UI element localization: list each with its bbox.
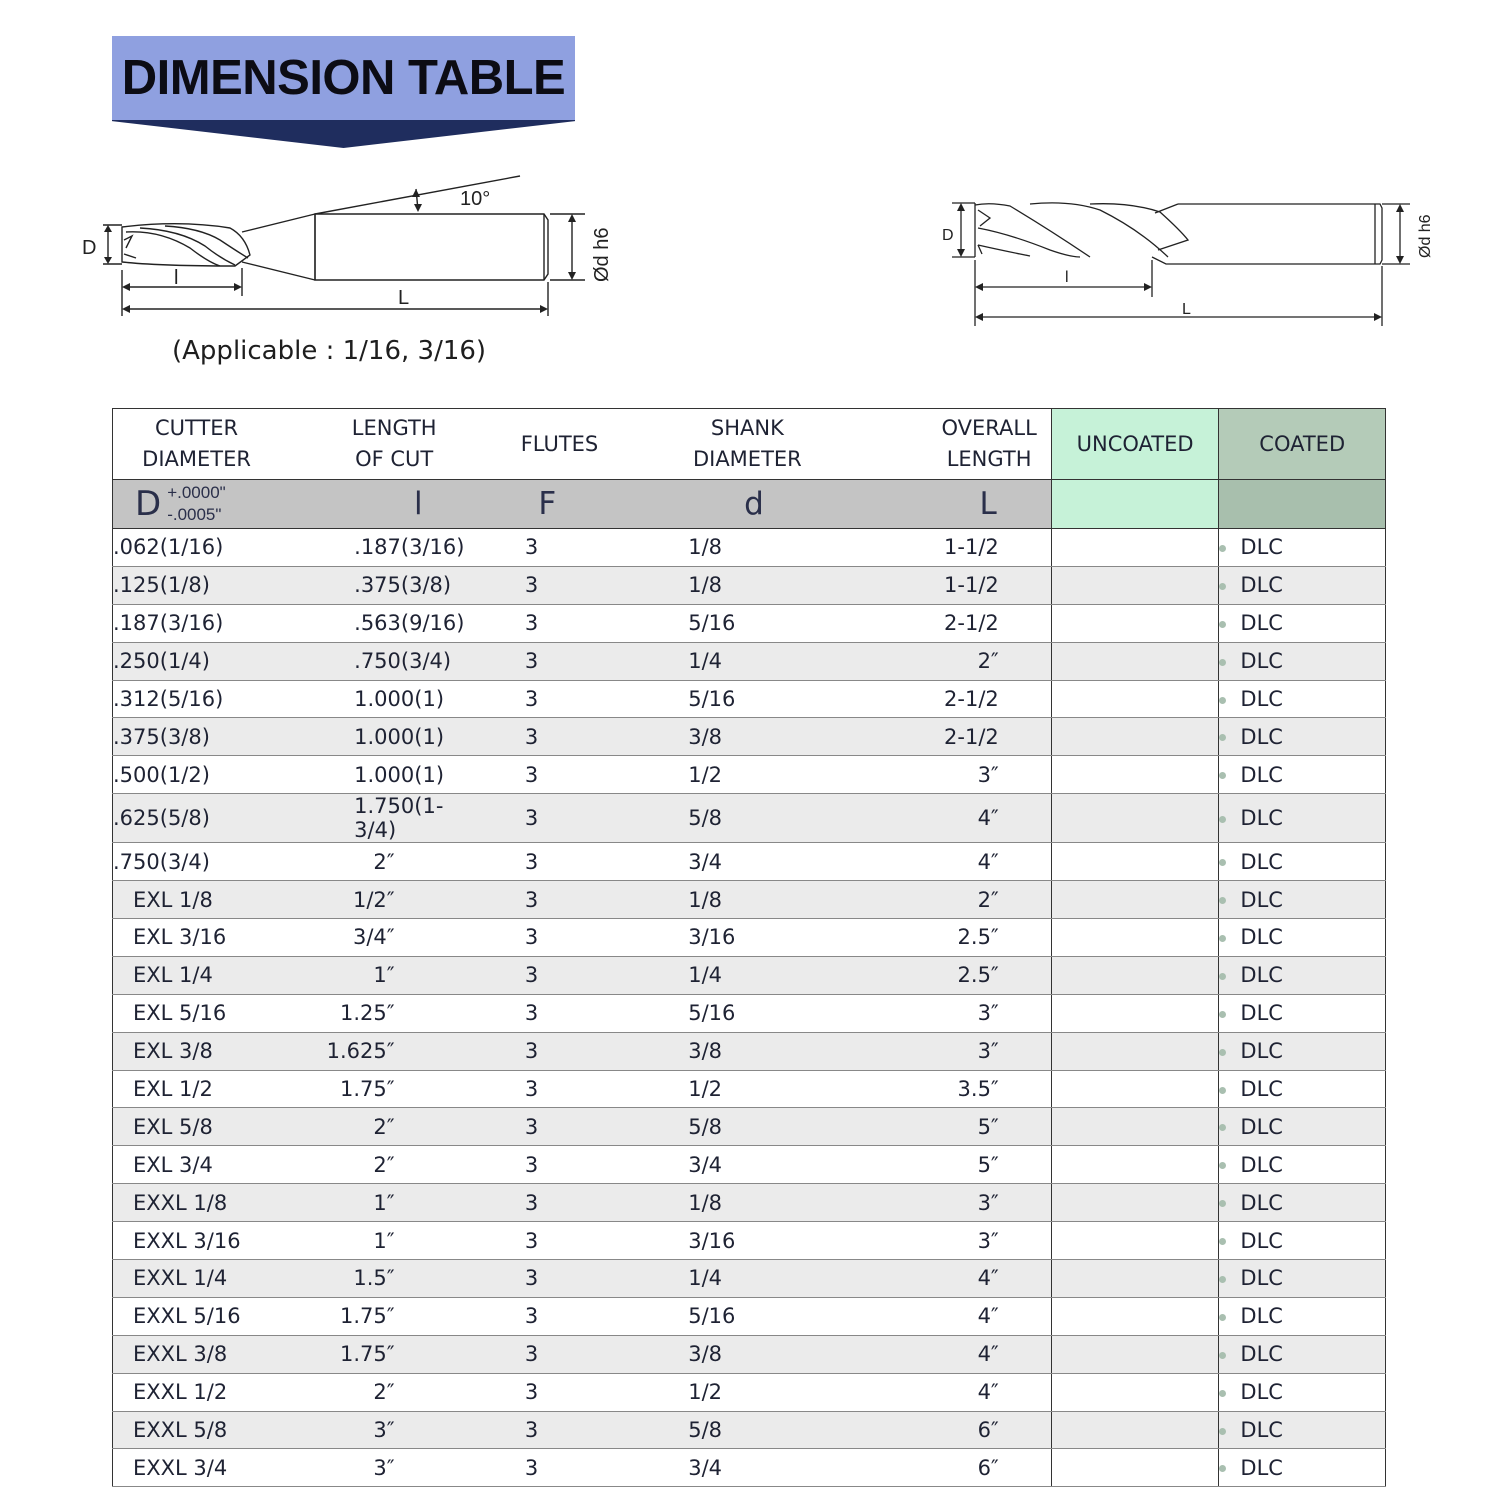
- cell-coated: DLC: [1219, 1449, 1386, 1487]
- cell-overall-length: 4″: [828, 1297, 1052, 1335]
- bullet-icon: [1219, 973, 1226, 980]
- cell-flutes: 3: [437, 881, 605, 919]
- bullet-icon: [1219, 659, 1226, 666]
- symbol-row: [113, 480, 1386, 529]
- cell-overall-length: 3.5″: [828, 1070, 1052, 1108]
- cell-coated: DLC: [1219, 680, 1386, 718]
- cell-cutter-diameter: .500(1/2): [113, 756, 281, 794]
- bullet-icon: [1219, 1049, 1226, 1056]
- cell-flutes: 3: [437, 1222, 605, 1260]
- cell-cutter-diameter: EXXL 3/8: [113, 1335, 281, 1373]
- shank-diameter-label: Ød h6: [1417, 214, 1434, 258]
- table-row: [113, 529, 1386, 567]
- table-row: [113, 642, 1386, 680]
- end-mill-tapered-icon: [70, 170, 630, 330]
- cell-flutes: 3: [437, 1449, 605, 1487]
- cell-length-of-cut: 1.000(1): [280, 718, 436, 756]
- bullet-icon: [1219, 1124, 1226, 1131]
- symbol-l: l: [280, 480, 436, 529]
- cell-length-of-cut: 2″: [280, 1108, 436, 1146]
- header-coated: COATED: [1219, 409, 1386, 480]
- cell-uncoated: [1051, 1222, 1219, 1260]
- bullet-icon: [1219, 1352, 1226, 1359]
- table-row: [113, 1297, 1386, 1335]
- cell-overall-length: 3″: [828, 994, 1052, 1032]
- cell-coated: DLC: [1219, 1373, 1386, 1411]
- cell-coated: DLC: [1219, 794, 1386, 843]
- cell-uncoated: [1051, 1373, 1219, 1411]
- bullet-icon: [1219, 1011, 1226, 1018]
- cell-uncoated: [1051, 1032, 1219, 1070]
- cell-length-of-cut: 1″: [280, 1222, 436, 1260]
- cell-coated: DLC: [1219, 1411, 1386, 1449]
- cell-overall-length: 2″: [828, 881, 1052, 919]
- cell-length-of-cut: 1.5″: [280, 1260, 436, 1298]
- cell-cutter-diameter: EXXL 5/16: [113, 1297, 281, 1335]
- end-mill-drawing-tapered: [70, 170, 630, 330]
- cell-length-of-cut: 3/4″: [280, 919, 436, 957]
- bullet-icon: [1219, 1238, 1226, 1245]
- cell-cutter-diameter: EXL 1/2: [113, 1070, 281, 1108]
- cell-flutes: 3: [437, 756, 605, 794]
- tolerance: +.0000" -.0005": [167, 483, 226, 524]
- cell-uncoated: [1051, 756, 1219, 794]
- cell-flutes: 3: [437, 1070, 605, 1108]
- cell-coated: DLC: [1219, 1260, 1386, 1298]
- cell-flutes: 3: [437, 794, 605, 843]
- table-row: [113, 881, 1386, 919]
- cell-uncoated: [1051, 642, 1219, 680]
- cell-coated: DLC: [1219, 529, 1386, 567]
- applicable-note: (Applicable : 1/16, 3/16): [172, 336, 487, 366]
- page-title: DIMENSION TABLE: [121, 51, 566, 105]
- cell-uncoated: [1051, 1108, 1219, 1146]
- cell-length-of-cut: .750(3/4): [280, 642, 436, 680]
- length-of-cut-label: l: [1065, 269, 1069, 286]
- cell-overall-length: 2-1/2: [828, 680, 1052, 718]
- cell-cutter-diameter: .187(3/16): [113, 604, 281, 642]
- table-row: [113, 1108, 1386, 1146]
- cell-uncoated: [1051, 566, 1219, 604]
- header-row: [113, 409, 1386, 480]
- cell-overall-length: 3″: [828, 1222, 1052, 1260]
- cell-cutter-diameter: EXL 3/8: [113, 1032, 281, 1070]
- table-row: [113, 1032, 1386, 1070]
- table-row: [113, 1184, 1386, 1222]
- cell-overall-length: 3″: [828, 1184, 1052, 1222]
- cell-shank-diameter: 1/8: [604, 1184, 828, 1222]
- cell-uncoated: [1051, 529, 1219, 567]
- cell-uncoated: [1051, 604, 1219, 642]
- table-row: [113, 1411, 1386, 1449]
- table-row: [113, 1335, 1386, 1373]
- symbol-d: d: [604, 480, 828, 529]
- cell-coated: DLC: [1219, 1070, 1386, 1108]
- cell-overall-length: 5″: [828, 1146, 1052, 1184]
- cell-flutes: 3: [437, 1411, 605, 1449]
- cell-length-of-cut: .563(9/16): [280, 604, 436, 642]
- cell-coated: DLC: [1219, 604, 1386, 642]
- end-mill-straight-icon: [930, 190, 1450, 340]
- cell-coated: DLC: [1219, 994, 1386, 1032]
- cell-cutter-diameter: .625(5/8): [113, 794, 281, 843]
- header-flutes: FLUTES: [437, 409, 605, 480]
- cell-flutes: 3: [437, 642, 605, 680]
- cell-uncoated: [1051, 956, 1219, 994]
- symbol-L: L: [828, 480, 1052, 529]
- table-row: [113, 919, 1386, 957]
- cell-cutter-diameter: .250(1/4): [113, 642, 281, 680]
- cell-length-of-cut: .187(3/16): [280, 529, 436, 567]
- cell-shank-diameter: 5/8: [604, 794, 828, 843]
- cell-cutter-diameter: EXXL 3/4: [113, 1449, 281, 1487]
- table-row: [113, 1373, 1386, 1411]
- cell-flutes: 3: [437, 1184, 605, 1222]
- cell-cutter-diameter: .750(3/4): [113, 843, 281, 881]
- symbol-coated: [1219, 480, 1386, 529]
- cell-overall-length: 3″: [828, 1032, 1052, 1070]
- cell-uncoated: [1051, 794, 1219, 843]
- table-body: [113, 529, 1386, 1487]
- cell-cutter-diameter: EXL 1/4: [113, 956, 281, 994]
- bullet-icon: [1219, 897, 1226, 904]
- cell-overall-length: 4″: [828, 843, 1052, 881]
- cell-shank-diameter: 3/8: [604, 1335, 828, 1373]
- angle-label: 10°: [460, 188, 491, 210]
- cell-shank-diameter: 3/8: [604, 1032, 828, 1070]
- cell-overall-length: 2-1/2: [828, 604, 1052, 642]
- bullet-icon: [1219, 1087, 1226, 1094]
- header-shank-diameter: SHANK DIAMETER: [604, 409, 828, 480]
- cell-overall-length: 1-1/2: [828, 566, 1052, 604]
- table-row: [113, 1260, 1386, 1298]
- bullet-icon: [1219, 1276, 1226, 1283]
- cell-uncoated: [1051, 1297, 1219, 1335]
- cell-shank-diameter: 3/16: [604, 919, 828, 957]
- cell-flutes: 3: [437, 919, 605, 957]
- cell-cutter-diameter: EXXL 1/2: [113, 1373, 281, 1411]
- table-row: [113, 756, 1386, 794]
- table-row: [113, 604, 1386, 642]
- cell-cutter-diameter: .125(1/8): [113, 566, 281, 604]
- cell-shank-diameter: 5/8: [604, 1411, 828, 1449]
- cell-shank-diameter: 1/2: [604, 1373, 828, 1411]
- cell-cutter-diameter: EXXL 1/8: [113, 1184, 281, 1222]
- cell-length-of-cut: 1.750(1-3/4): [280, 794, 436, 843]
- cell-coated: DLC: [1219, 1146, 1386, 1184]
- diameter-label: D: [82, 237, 97, 259]
- cell-flutes: 3: [437, 604, 605, 642]
- cell-coated: DLC: [1219, 881, 1386, 919]
- cell-coated: DLC: [1219, 1335, 1386, 1373]
- cell-coated: DLC: [1219, 1032, 1386, 1070]
- cell-uncoated: [1051, 1335, 1219, 1373]
- cell-length-of-cut: 1/2″: [280, 881, 436, 919]
- cell-shank-diameter: 3/4: [604, 1449, 828, 1487]
- cell-overall-length: 1-1/2: [828, 529, 1052, 567]
- bullet-icon: [1219, 816, 1226, 823]
- cell-uncoated: [1051, 1070, 1219, 1108]
- cell-shank-diameter: 1/2: [604, 756, 828, 794]
- cell-cutter-diameter: .375(3/8): [113, 718, 281, 756]
- cell-uncoated: [1051, 919, 1219, 957]
- cell-shank-diameter: 3/8: [604, 718, 828, 756]
- cell-length-of-cut: 1″: [280, 1184, 436, 1222]
- overall-length-label: L: [398, 287, 410, 309]
- bullet-icon: [1219, 1390, 1226, 1397]
- cell-coated: DLC: [1219, 756, 1386, 794]
- cell-overall-length: 4″: [828, 1260, 1052, 1298]
- cell-flutes: 3: [437, 529, 605, 567]
- cell-shank-diameter: 1/4: [604, 956, 828, 994]
- cell-uncoated: [1051, 680, 1219, 718]
- cell-coated: DLC: [1219, 642, 1386, 680]
- cell-overall-length: 6″: [828, 1449, 1052, 1487]
- cell-coated: DLC: [1219, 956, 1386, 994]
- symbol-uncoated: [1051, 480, 1219, 529]
- cell-uncoated: [1051, 881, 1219, 919]
- cell-overall-length: 4″: [828, 794, 1052, 843]
- cell-shank-diameter: 1/4: [604, 642, 828, 680]
- cell-uncoated: [1051, 718, 1219, 756]
- cell-shank-diameter: 5/16: [604, 604, 828, 642]
- table-row: [113, 994, 1386, 1032]
- cell-shank-diameter: 3/4: [604, 1146, 828, 1184]
- cell-flutes: 3: [437, 680, 605, 718]
- cell-uncoated: [1051, 1449, 1219, 1487]
- cell-shank-diameter: 1/8: [604, 529, 828, 567]
- table-row: [113, 566, 1386, 604]
- cell-flutes: 3: [437, 994, 605, 1032]
- table-row: [113, 1146, 1386, 1184]
- bullet-icon: [1219, 583, 1226, 590]
- cell-shank-diameter: 5/16: [604, 680, 828, 718]
- cell-overall-length: 2.5″: [828, 919, 1052, 957]
- cell-length-of-cut: 1.625″: [280, 1032, 436, 1070]
- cell-uncoated: [1051, 1411, 1219, 1449]
- cell-length-of-cut: 2″: [280, 843, 436, 881]
- cell-flutes: 3: [437, 1146, 605, 1184]
- end-mill-drawing-straight: [930, 190, 1450, 340]
- cell-length-of-cut: 1.75″: [280, 1070, 436, 1108]
- bullet-icon: [1219, 1162, 1226, 1169]
- header-overall-length: OVERALL LENGTH: [828, 409, 1052, 480]
- header-uncoated: UNCOATED: [1051, 409, 1219, 480]
- cell-length-of-cut: .375(3/8): [280, 566, 436, 604]
- bullet-icon: [1219, 734, 1226, 741]
- cell-uncoated: [1051, 1146, 1219, 1184]
- cell-shank-diameter: 5/16: [604, 994, 828, 1032]
- cell-flutes: 3: [437, 566, 605, 604]
- banner-arrow-icon: [112, 120, 575, 148]
- bullet-icon: [1219, 621, 1226, 628]
- cell-coated: DLC: [1219, 1108, 1386, 1146]
- dimension-table: [112, 408, 1386, 1487]
- cell-cutter-diameter: .312(5/16): [113, 680, 281, 718]
- title-banner: [112, 36, 575, 148]
- cell-length-of-cut: 3″: [280, 1411, 436, 1449]
- cell-shank-diameter: 1/2: [604, 1070, 828, 1108]
- table-row: [113, 956, 1386, 994]
- cell-uncoated: [1051, 1260, 1219, 1298]
- cell-shank-diameter: 3/4: [604, 843, 828, 881]
- cell-coated: DLC: [1219, 1222, 1386, 1260]
- cell-overall-length: 2.5″: [828, 956, 1052, 994]
- cell-shank-diameter: 5/16: [604, 1297, 828, 1335]
- cell-flutes: 3: [437, 1373, 605, 1411]
- table-row: [113, 680, 1386, 718]
- diameter-label: D: [942, 227, 954, 244]
- cell-length-of-cut: 1.000(1): [280, 680, 436, 718]
- cell-length-of-cut: 2″: [280, 1373, 436, 1411]
- cell-flutes: 3: [437, 956, 605, 994]
- bullet-icon: [1219, 1465, 1226, 1472]
- header-length-of-cut: LENGTH OF CUT: [280, 409, 436, 480]
- cell-cutter-diameter: .062(1/16): [113, 529, 281, 567]
- cell-uncoated: [1051, 1184, 1219, 1222]
- cell-cutter-diameter: EXL 3/16: [113, 919, 281, 957]
- cell-coated: DLC: [1219, 919, 1386, 957]
- cell-overall-length: 6″: [828, 1411, 1052, 1449]
- cell-flutes: 3: [437, 1032, 605, 1070]
- shank-diameter-label: Ød h6: [591, 227, 613, 282]
- length-of-cut-label: l: [174, 267, 179, 289]
- header-cutter-diameter: CUTTER DIAMETER: [113, 409, 281, 480]
- cell-cutter-diameter: EXXL 3/16: [113, 1222, 281, 1260]
- table-row: [113, 843, 1386, 881]
- cell-flutes: 3: [437, 843, 605, 881]
- cell-overall-length: 2″: [828, 642, 1052, 680]
- cell-cutter-diameter: EXXL 1/4: [113, 1260, 281, 1298]
- cell-length-of-cut: 2″: [280, 1146, 436, 1184]
- cell-coated: DLC: [1219, 566, 1386, 604]
- cell-overall-length: 2-1/2: [828, 718, 1052, 756]
- bullet-icon: [1219, 1200, 1226, 1207]
- cell-flutes: 3: [437, 1335, 605, 1373]
- cell-length-of-cut: 1.25″: [280, 994, 436, 1032]
- cell-cutter-diameter: EXL 1/8: [113, 881, 281, 919]
- cell-cutter-diameter: EXXL 5/8: [113, 1411, 281, 1449]
- cell-overall-length: 4″: [828, 1335, 1052, 1373]
- cell-shank-diameter: 1/4: [604, 1260, 828, 1298]
- table-row: [113, 794, 1386, 843]
- cell-overall-length: 5″: [828, 1108, 1052, 1146]
- cell-flutes: 3: [437, 718, 605, 756]
- bullet-icon: [1219, 859, 1226, 866]
- cell-length-of-cut: 3″: [280, 1449, 436, 1487]
- cell-shank-diameter: 1/8: [604, 566, 828, 604]
- cell-shank-diameter: 1/8: [604, 881, 828, 919]
- overall-length-label: L: [1182, 301, 1191, 318]
- cell-coated: DLC: [1219, 843, 1386, 881]
- table-row: [113, 1222, 1386, 1260]
- bullet-icon: [1219, 1314, 1226, 1321]
- cell-shank-diameter: 5/8: [604, 1108, 828, 1146]
- bullet-icon: [1219, 697, 1226, 704]
- cell-uncoated: [1051, 994, 1219, 1032]
- table-row: [113, 1449, 1386, 1487]
- symbol-F: F: [437, 480, 605, 529]
- cell-shank-diameter: 3/16: [604, 1222, 828, 1260]
- table-row: [113, 1070, 1386, 1108]
- cell-length-of-cut: 1″: [280, 956, 436, 994]
- cell-length-of-cut: 1.000(1): [280, 756, 436, 794]
- cell-overall-length: 4″: [828, 1373, 1052, 1411]
- cell-overall-length: 3″: [828, 756, 1052, 794]
- bullet-icon: [1219, 772, 1226, 779]
- cell-flutes: 3: [437, 1108, 605, 1146]
- cell-length-of-cut: 1.75″: [280, 1335, 436, 1373]
- cell-cutter-diameter: EXL 5/8: [113, 1108, 281, 1146]
- cell-length-of-cut: 1.75″: [280, 1297, 436, 1335]
- table-row: [113, 718, 1386, 756]
- cell-uncoated: [1051, 843, 1219, 881]
- cell-flutes: 3: [437, 1260, 605, 1298]
- cell-coated: DLC: [1219, 1184, 1386, 1222]
- cell-cutter-diameter: EXL 3/4: [113, 1146, 281, 1184]
- cell-cutter-diameter: EXL 5/16: [113, 994, 281, 1032]
- bullet-icon: [1219, 1428, 1226, 1435]
- cell-coated: DLC: [1219, 718, 1386, 756]
- cell-flutes: 3: [437, 1297, 605, 1335]
- bullet-icon: [1219, 545, 1226, 552]
- bullet-icon: [1219, 935, 1226, 942]
- cell-coated: DLC: [1219, 1297, 1386, 1335]
- symbol-D: D +.0000" -.0005": [113, 480, 281, 529]
